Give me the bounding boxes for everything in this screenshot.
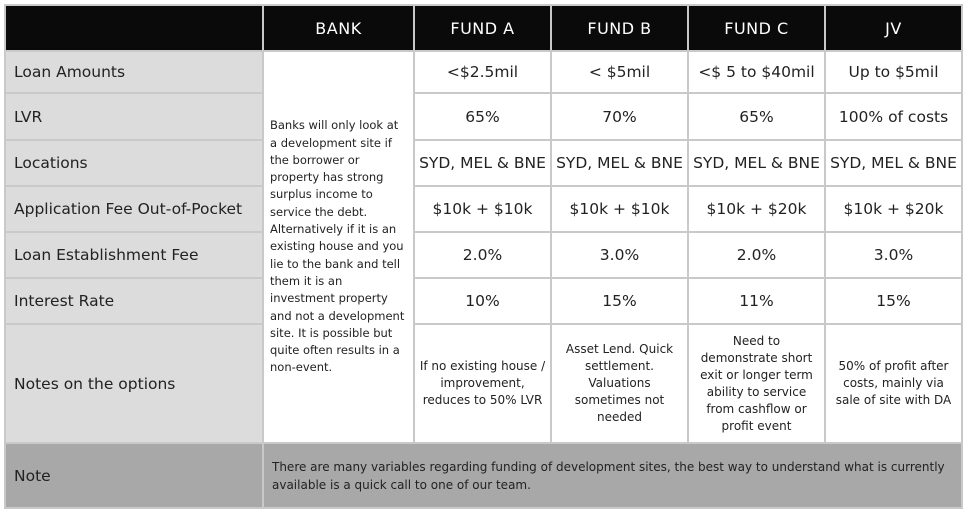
cell-fund-a-establishment-fee: 2.0%	[414, 232, 551, 278]
cell-fund-b-establishment-fee: 3.0%	[551, 232, 688, 278]
cell-fund-c-establishment-fee: 2.0%	[688, 232, 825, 278]
header-jv: JV	[825, 5, 962, 51]
cell-fund-a-loan-amounts: <$2.5mil	[414, 51, 551, 93]
table-row-footer-note	[5, 443, 962, 508]
cell-fund-a-lvr: 65%	[414, 93, 551, 140]
cell-fund-c-loan-amounts: <$ 5 to $40mil	[688, 51, 825, 93]
cell-jv-application-fee: $10k + $20k	[825, 186, 962, 232]
cell-jv-interest-rate: 15%	[825, 278, 962, 324]
cell-jv-establishment-fee: 3.0%	[825, 232, 962, 278]
row-label-lvr: LVR	[5, 93, 263, 140]
bank-description: Banks will only look at a development site if the borrower or property has strong surplus income to service the debt. Alternatively if it is an existing house and you lie to the bank and tell them it is an investment property and not a development site. It is possible but quite often results in a non-event.	[263, 51, 414, 443]
cell-jv-notes: 50% of profit after costs, mainly via sale of site with DA	[825, 324, 962, 443]
cell-jv-lvr: 100% of costs	[825, 93, 962, 140]
cell-jv-locations: SYD, MEL & BNE	[825, 140, 962, 186]
table-row-loan-amounts	[5, 51, 962, 93]
row-label-application-fee: Application Fee Out-of-Pocket	[5, 186, 263, 232]
table-row-interest-rate	[5, 278, 962, 324]
header-row	[5, 5, 962, 51]
row-label-locations: Locations	[5, 140, 263, 186]
cell-fund-b-locations: SYD, MEL & BNE	[551, 140, 688, 186]
cell-fund-b-interest-rate: 15%	[551, 278, 688, 324]
row-label-loan-amounts: Loan Amounts	[5, 51, 263, 93]
cell-fund-b-notes: Asset Lend. Quick settlement. Valuations sometimes not needed	[551, 324, 688, 443]
row-label-notes: Notes on the options	[5, 324, 263, 443]
cell-fund-b-loan-amounts: < $5mil	[551, 51, 688, 93]
cell-fund-c-interest-rate: 11%	[688, 278, 825, 324]
cell-fund-a-application-fee: $10k + $10k	[414, 186, 551, 232]
table-row-locations	[5, 140, 962, 186]
comparison-table-container	[4, 4, 961, 498]
row-label-establishment-fee: Loan Establishment Fee	[5, 232, 263, 278]
table-row-notes	[5, 324, 962, 443]
header-fund-b: FUND B	[551, 5, 688, 51]
cell-fund-b-lvr: 70%	[551, 93, 688, 140]
funding-comparison-table	[4, 4, 963, 509]
cell-fund-a-interest-rate: 10%	[414, 278, 551, 324]
footer-note-text: There are many variables regarding funding of development sites, the best way to understand what is currently available is a quick call to one of our team.	[263, 443, 962, 508]
header-corner	[5, 5, 263, 51]
cell-fund-b-application-fee: $10k + $10k	[551, 186, 688, 232]
table-row-lvr	[5, 93, 962, 140]
table-row-establishment-fee	[5, 232, 962, 278]
row-label-note: Note	[5, 443, 263, 508]
cell-fund-c-application-fee: $10k + $20k	[688, 186, 825, 232]
cell-fund-c-locations: SYD, MEL & BNE	[688, 140, 825, 186]
cell-fund-c-lvr: 65%	[688, 93, 825, 140]
cell-fund-a-notes: If no existing house / improvement, reduces to 50% LVR	[414, 324, 551, 443]
cell-fund-c-notes: Need to demonstrate short exit or longer term ability to service from cashflow or profit event	[688, 324, 825, 443]
header-bank: BANK	[263, 5, 414, 51]
cell-fund-a-locations: SYD, MEL & BNE	[414, 140, 551, 186]
header-fund-a: FUND A	[414, 5, 551, 51]
row-label-interest-rate: Interest Rate	[5, 278, 263, 324]
table-row-application-fee	[5, 186, 962, 232]
header-fund-c: FUND C	[688, 5, 825, 51]
cell-jv-loan-amounts: Up to $5mil	[825, 51, 962, 93]
